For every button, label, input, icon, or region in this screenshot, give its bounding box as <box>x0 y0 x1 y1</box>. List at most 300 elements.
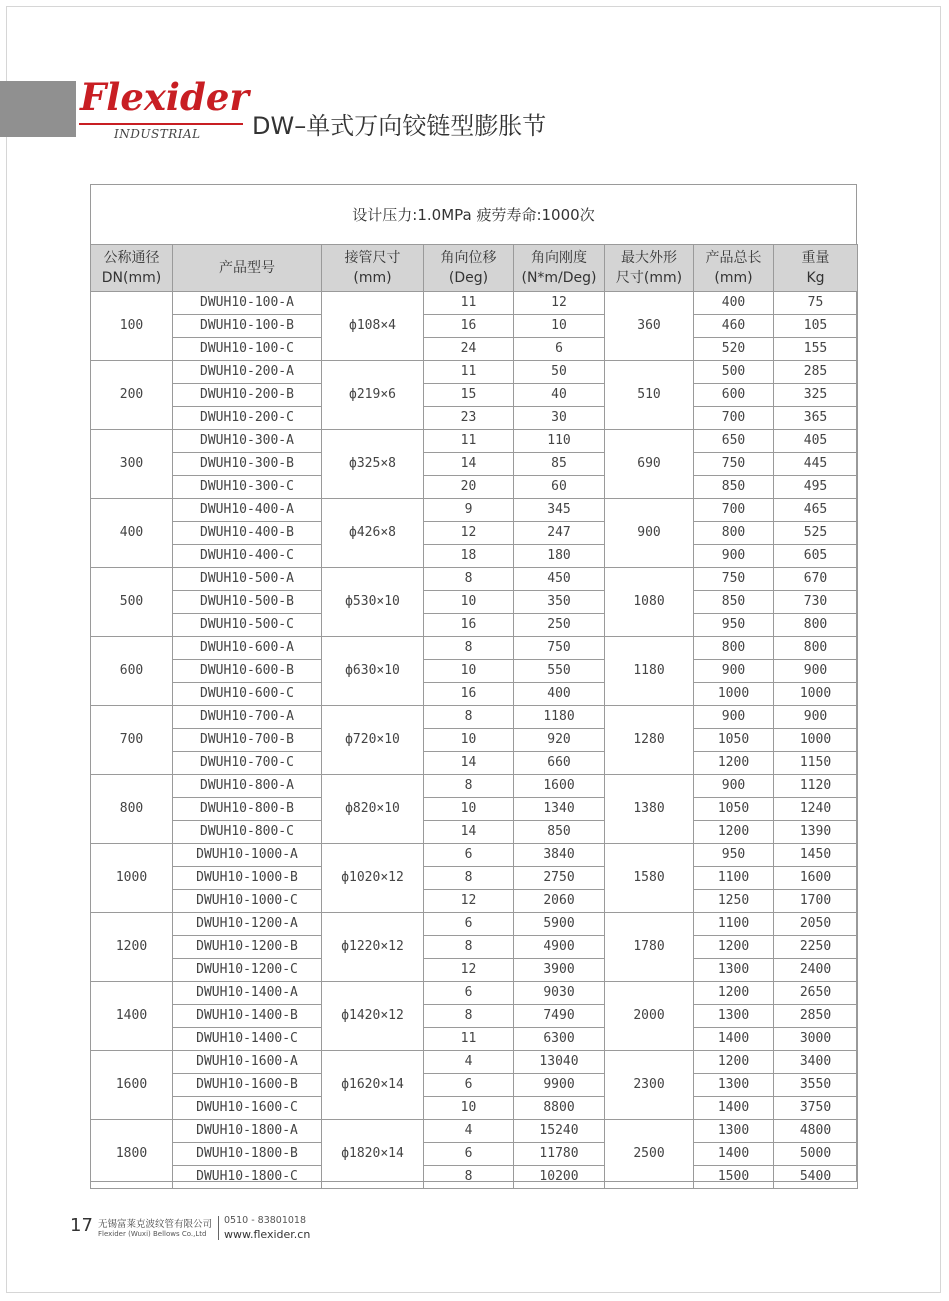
weight-cell: 1390 <box>774 821 858 844</box>
dn-cell: 1400 <box>91 982 173 1051</box>
angular-stiffness-cell: 180 <box>514 545 605 568</box>
overall-length-cell: 1300 <box>694 959 774 982</box>
angular-displacement-cell: 6 <box>424 1143 514 1166</box>
pipe-size-cell: ф1820×14 <box>322 1120 424 1189</box>
angular-displacement-cell: 8 <box>424 775 514 798</box>
table-row <box>91 568 858 591</box>
column-header-unit: 尺寸(mm) <box>615 270 683 286</box>
angular-stiffness-cell: 2060 <box>514 890 605 913</box>
dn-cell: 700 <box>91 706 173 775</box>
angular-stiffness-cell: 7490 <box>514 1005 605 1028</box>
model-cell: DWUH10-1000-A <box>173 844 322 867</box>
weight-cell: 1120 <box>774 775 858 798</box>
angular-displacement-cell: 6 <box>424 844 514 867</box>
column-header-label: 产品型号 <box>219 260 275 276</box>
angular-stiffness-cell: 4900 <box>514 936 605 959</box>
angular-stiffness-cell: 247 <box>514 522 605 545</box>
angular-stiffness-cell: 1180 <box>514 706 605 729</box>
model-cell: DWUH10-400-B <box>173 522 322 545</box>
column-header-label: 角向刚度 <box>531 250 587 266</box>
footer-divider <box>218 1216 219 1240</box>
overall-length-cell: 1050 <box>694 729 774 752</box>
model-cell: DWUH10-700-C <box>173 752 322 775</box>
angular-stiffness-cell: 3900 <box>514 959 605 982</box>
overall-length-cell: 1300 <box>694 1120 774 1143</box>
pipe-size-cell: ф1620×14 <box>322 1051 424 1120</box>
logo-wordmark: Flexider <box>80 75 249 119</box>
model-cell: DWUH10-1600-A <box>173 1051 322 1074</box>
angular-displacement-cell: 14 <box>424 453 514 476</box>
column-header-label: 重量 <box>801 250 830 266</box>
table-row <box>91 453 858 476</box>
overall-length-cell: 1200 <box>694 936 774 959</box>
overall-length-cell: 800 <box>694 637 774 660</box>
angular-stiffness-cell: 12 <box>514 292 605 315</box>
model-cell: DWUH10-1200-C <box>173 959 322 982</box>
dn-cell: 600 <box>91 637 173 706</box>
weight-cell: 445 <box>774 453 858 476</box>
table-row <box>91 936 858 959</box>
max-od-cell: 1380 <box>605 775 694 844</box>
overall-length-cell: 900 <box>694 660 774 683</box>
angular-stiffness-cell: 10200 <box>514 1166 605 1189</box>
table-row <box>91 867 858 890</box>
angular-displacement-cell: 9 <box>424 499 514 522</box>
weight-cell: 495 <box>774 476 858 499</box>
angular-displacement-cell: 11 <box>424 430 514 453</box>
angular-stiffness-cell: 450 <box>514 568 605 591</box>
page-title: DW–单式万向铰链型膨胀节 <box>252 112 547 140</box>
angular-stiffness-cell: 8800 <box>514 1097 605 1120</box>
weight-cell: 155 <box>774 338 858 361</box>
column-header-label: 公称通径 <box>103 250 160 266</box>
table-row <box>91 1097 858 1120</box>
spec-table <box>90 244 858 1189</box>
dn-cell: 100 <box>91 292 173 361</box>
model-cell: DWUH10-1400-C <box>173 1028 322 1051</box>
max-od-cell: 1780 <box>605 913 694 982</box>
angular-stiffness-cell: 85 <box>514 453 605 476</box>
weight-cell: 2850 <box>774 1005 858 1028</box>
table-row <box>91 959 858 982</box>
table-row <box>91 1051 858 1074</box>
angular-displacement-cell: 11 <box>424 361 514 384</box>
angular-displacement-cell: 10 <box>424 1097 514 1120</box>
angular-stiffness-cell: 50 <box>514 361 605 384</box>
overall-length-cell: 650 <box>694 430 774 453</box>
pipe-size-cell: ф820×10 <box>322 775 424 844</box>
pipe-size-cell: ф530×10 <box>322 568 424 637</box>
column-header-unit: (Deg) <box>448 270 489 286</box>
angular-stiffness-cell: 400 <box>514 683 605 706</box>
overall-length-cell: 700 <box>694 499 774 522</box>
table-row <box>91 798 858 821</box>
angular-stiffness-cell: 10 <box>514 315 605 338</box>
weight-cell: 5400 <box>774 1166 858 1189</box>
column-header <box>514 245 605 292</box>
table-row <box>91 338 858 361</box>
weight-cell: 4800 <box>774 1120 858 1143</box>
weight-cell: 730 <box>774 591 858 614</box>
angular-stiffness-cell: 750 <box>514 637 605 660</box>
dn-cell: 800 <box>91 775 173 844</box>
angular-displacement-cell: 20 <box>424 476 514 499</box>
overall-length-cell: 1500 <box>694 1166 774 1189</box>
table-caption: 设计压力:1.0MPa 疲劳寿命:1000次 <box>352 206 595 224</box>
overall-length-cell: 600 <box>694 384 774 407</box>
angular-stiffness-cell: 250 <box>514 614 605 637</box>
overall-length-cell: 1250 <box>694 890 774 913</box>
overall-length-cell: 500 <box>694 361 774 384</box>
company-name-cn: 无锡富莱克波纹管有限公司 <box>98 1219 213 1230</box>
overall-length-cell: 400 <box>694 292 774 315</box>
overall-length-cell: 1050 <box>694 798 774 821</box>
max-od-cell: 2500 <box>605 1120 694 1189</box>
weight-cell: 75 <box>774 292 858 315</box>
angular-stiffness-cell: 11780 <box>514 1143 605 1166</box>
weight-cell: 800 <box>774 614 858 637</box>
weight-cell: 900 <box>774 660 858 683</box>
header-accent-band <box>0 81 80 137</box>
angular-displacement-cell: 12 <box>424 959 514 982</box>
dn-cell: 400 <box>91 499 173 568</box>
overall-length-cell: 750 <box>694 453 774 476</box>
column-header-label: 最大外形 <box>621 250 677 266</box>
overall-length-cell: 1100 <box>694 867 774 890</box>
table-row <box>91 614 858 637</box>
max-od-cell: 900 <box>605 499 694 568</box>
overall-length-cell: 700 <box>694 407 774 430</box>
model-cell: DWUH10-600-B <box>173 660 322 683</box>
weight-cell: 1000 <box>774 729 858 752</box>
overall-length-cell: 1200 <box>694 821 774 844</box>
column-header <box>173 245 322 292</box>
weight-cell: 800 <box>774 637 858 660</box>
table-body <box>91 292 858 1189</box>
angular-displacement-cell: 8 <box>424 568 514 591</box>
max-od-cell: 510 <box>605 361 694 430</box>
overall-length-cell: 950 <box>694 844 774 867</box>
angular-stiffness-cell: 6 <box>514 338 605 361</box>
column-header-label: 角向位移 <box>440 250 497 266</box>
weight-cell: 365 <box>774 407 858 430</box>
weight-cell: 1150 <box>774 752 858 775</box>
column-header <box>91 245 173 292</box>
table-row <box>91 890 858 913</box>
model-cell: DWUH10-1000-B <box>173 867 322 890</box>
angular-displacement-cell: 10 <box>424 591 514 614</box>
dn-cell: 200 <box>91 361 173 430</box>
table-row <box>91 476 858 499</box>
angular-stiffness-cell: 6300 <box>514 1028 605 1051</box>
spec-table-frame <box>90 184 857 1182</box>
model-cell: DWUH10-300-C <box>173 476 322 499</box>
dn-cell: 1800 <box>91 1120 173 1189</box>
column-header <box>322 245 424 292</box>
overall-length-cell: 800 <box>694 522 774 545</box>
phone-number: 0510 - 83801018 <box>224 1215 306 1226</box>
angular-displacement-cell: 4 <box>424 1120 514 1143</box>
overall-length-cell: 460 <box>694 315 774 338</box>
max-od-cell: 690 <box>605 430 694 499</box>
model-cell: DWUH10-600-C <box>173 683 322 706</box>
angular-stiffness-cell: 5900 <box>514 913 605 936</box>
weight-cell: 2050 <box>774 913 858 936</box>
weight-cell: 405 <box>774 430 858 453</box>
column-header-unit: DN(mm) <box>101 270 162 286</box>
angular-displacement-cell: 16 <box>424 683 514 706</box>
angular-displacement-cell: 18 <box>424 545 514 568</box>
model-cell: DWUH10-500-B <box>173 591 322 614</box>
model-cell: DWUH10-1800-C <box>173 1166 322 1189</box>
table-row <box>91 683 858 706</box>
weight-cell: 2650 <box>774 982 858 1005</box>
weight-cell: 105 <box>774 315 858 338</box>
weight-cell: 605 <box>774 545 858 568</box>
angular-stiffness-cell: 13040 <box>514 1051 605 1074</box>
pipe-size-cell: ф426×8 <box>322 499 424 568</box>
angular-displacement-cell: 4 <box>424 1051 514 1074</box>
model-cell: DWUH10-1400-B <box>173 1005 322 1028</box>
model-cell: DWUH10-500-C <box>173 614 322 637</box>
angular-displacement-cell: 11 <box>424 292 514 315</box>
weight-cell: 1240 <box>774 798 858 821</box>
max-od-cell: 1080 <box>605 568 694 637</box>
table-row <box>91 430 858 453</box>
table-row <box>91 1005 858 1028</box>
table-header-row <box>91 245 858 292</box>
weight-cell: 3750 <box>774 1097 858 1120</box>
model-cell: DWUH10-800-B <box>173 798 322 821</box>
table-row <box>91 637 858 660</box>
overall-length-cell: 520 <box>694 338 774 361</box>
pipe-size-cell: ф108×4 <box>322 292 424 361</box>
angular-displacement-cell: 23 <box>424 407 514 430</box>
table-row <box>91 1166 858 1189</box>
weight-cell: 1700 <box>774 890 858 913</box>
weight-cell: 3000 <box>774 1028 858 1051</box>
table-row <box>91 982 858 1005</box>
angular-stiffness-cell: 3840 <box>514 844 605 867</box>
table-row <box>91 775 858 798</box>
dn-cell: 500 <box>91 568 173 637</box>
overall-length-cell: 1200 <box>694 1051 774 1074</box>
model-cell: DWUH10-600-A <box>173 637 322 660</box>
angular-displacement-cell: 8 <box>424 637 514 660</box>
table-row <box>91 1074 858 1097</box>
angular-stiffness-cell: 60 <box>514 476 605 499</box>
angular-stiffness-cell: 1340 <box>514 798 605 821</box>
brand-logo <box>76 72 248 147</box>
angular-displacement-cell: 8 <box>424 1166 514 1189</box>
overall-length-cell: 1400 <box>694 1028 774 1051</box>
table-row <box>91 844 858 867</box>
dn-cell: 1000 <box>91 844 173 913</box>
column-header <box>774 245 858 292</box>
pipe-size-cell: ф219×6 <box>322 361 424 430</box>
table-row <box>91 315 858 338</box>
angular-displacement-cell: 10 <box>424 729 514 752</box>
angular-stiffness-cell: 40 <box>514 384 605 407</box>
column-header-label: 接管尺寸 <box>344 250 401 266</box>
model-cell: DWUH10-100-C <box>173 338 322 361</box>
weight-cell: 285 <box>774 361 858 384</box>
model-cell: DWUH10-1200-B <box>173 936 322 959</box>
angular-displacement-cell: 6 <box>424 1074 514 1097</box>
pipe-size-cell: ф1220×12 <box>322 913 424 982</box>
column-header-unit: Kg <box>806 270 825 286</box>
pipe-size-cell: ф325×8 <box>322 430 424 499</box>
angular-displacement-cell: 14 <box>424 821 514 844</box>
dn-cell: 1600 <box>91 1051 173 1120</box>
angular-displacement-cell: 24 <box>424 338 514 361</box>
angular-stiffness-cell: 9900 <box>514 1074 605 1097</box>
overall-length-cell: 1000 <box>694 683 774 706</box>
model-cell: DWUH10-1200-A <box>173 913 322 936</box>
model-cell: DWUH10-700-A <box>173 706 322 729</box>
model-cell: DWUH10-300-B <box>173 453 322 476</box>
angular-displacement-cell: 8 <box>424 867 514 890</box>
model-cell: DWUH10-1800-A <box>173 1120 322 1143</box>
angular-displacement-cell: 12 <box>424 890 514 913</box>
angular-stiffness-cell: 660 <box>514 752 605 775</box>
max-od-cell: 2000 <box>605 982 694 1051</box>
weight-cell: 525 <box>774 522 858 545</box>
weight-cell: 900 <box>774 706 858 729</box>
angular-displacement-cell: 11 <box>424 1028 514 1051</box>
overall-length-cell: 950 <box>694 614 774 637</box>
overall-length-cell: 1400 <box>694 1097 774 1120</box>
logo-subtext: INDUSTRIAL <box>114 127 201 141</box>
model-cell: DWUH10-300-A <box>173 430 322 453</box>
model-cell: DWUH10-200-C <box>173 407 322 430</box>
weight-cell: 2250 <box>774 936 858 959</box>
weight-cell: 3400 <box>774 1051 858 1074</box>
angular-displacement-cell: 14 <box>424 752 514 775</box>
angular-stiffness-cell: 2750 <box>514 867 605 890</box>
angular-displacement-cell: 15 <box>424 384 514 407</box>
angular-displacement-cell: 10 <box>424 660 514 683</box>
column-header-unit: (mm) <box>714 270 753 286</box>
column-header-unit: (mm) <box>353 270 392 286</box>
model-cell: DWUH10-1600-C <box>173 1097 322 1120</box>
column-header <box>605 245 694 292</box>
table-row <box>91 361 858 384</box>
column-header <box>424 245 514 292</box>
model-cell: DWUH10-1400-A <box>173 982 322 1005</box>
model-cell: DWUH10-500-A <box>173 568 322 591</box>
column-header-unit: (N*m/Deg) <box>521 270 597 286</box>
table-row <box>91 729 858 752</box>
dn-cell: 1200 <box>91 913 173 982</box>
angular-displacement-cell: 16 <box>424 614 514 637</box>
model-cell: DWUH10-400-C <box>173 545 322 568</box>
pipe-size-cell: ф1020×12 <box>322 844 424 913</box>
table-row <box>91 545 858 568</box>
column-header-label: 产品总长 <box>705 250 762 266</box>
logo-underline <box>79 123 243 125</box>
weight-cell: 5000 <box>774 1143 858 1166</box>
table-row <box>91 660 858 683</box>
page-number: 17 <box>70 1215 93 1236</box>
angular-stiffness-cell: 345 <box>514 499 605 522</box>
table-row <box>91 1028 858 1051</box>
angular-displacement-cell: 6 <box>424 982 514 1005</box>
dn-cell: 300 <box>91 430 173 499</box>
table-row <box>91 1120 858 1143</box>
angular-displacement-cell: 16 <box>424 315 514 338</box>
overall-length-cell: 900 <box>694 545 774 568</box>
max-od-cell: 2300 <box>605 1051 694 1120</box>
weight-cell: 465 <box>774 499 858 522</box>
model-cell: DWUH10-400-A <box>173 499 322 522</box>
angular-stiffness-cell: 550 <box>514 660 605 683</box>
overall-length-cell: 1100 <box>694 913 774 936</box>
model-cell: DWUH10-200-A <box>173 361 322 384</box>
weight-cell: 1450 <box>774 844 858 867</box>
angular-stiffness-cell: 920 <box>514 729 605 752</box>
overall-length-cell: 1300 <box>694 1074 774 1097</box>
table-row <box>91 913 858 936</box>
table-row <box>91 821 858 844</box>
weight-cell: 325 <box>774 384 858 407</box>
model-cell: DWUH10-700-B <box>173 729 322 752</box>
angular-stiffness-cell: 15240 <box>514 1120 605 1143</box>
pipe-size-cell: ф720×10 <box>322 706 424 775</box>
model-cell: DWUH10-1600-B <box>173 1074 322 1097</box>
model-cell: DWUH10-100-A <box>173 292 322 315</box>
max-od-cell: 360 <box>605 292 694 361</box>
angular-displacement-cell: 8 <box>424 1005 514 1028</box>
company-name-en: Flexider (Wuxi) Bellows Co.,Ltd <box>98 1230 207 1238</box>
weight-cell: 2400 <box>774 959 858 982</box>
model-cell: DWUH10-800-A <box>173 775 322 798</box>
overall-length-cell: 1200 <box>694 752 774 775</box>
table-row <box>91 522 858 545</box>
table-row <box>91 499 858 522</box>
angular-stiffness-cell: 850 <box>514 821 605 844</box>
angular-stiffness-cell: 30 <box>514 407 605 430</box>
model-cell: DWUH10-200-B <box>173 384 322 407</box>
table-row <box>91 384 858 407</box>
overall-length-cell: 1300 <box>694 1005 774 1028</box>
weight-cell: 1000 <box>774 683 858 706</box>
pipe-size-cell: ф630×10 <box>322 637 424 706</box>
overall-length-cell: 1200 <box>694 982 774 1005</box>
model-cell: DWUH10-1000-C <box>173 890 322 913</box>
model-cell: DWUH10-100-B <box>173 315 322 338</box>
table-row <box>91 292 858 315</box>
table-row <box>91 752 858 775</box>
model-cell: DWUH10-1800-B <box>173 1143 322 1166</box>
pipe-size-cell: ф1420×12 <box>322 982 424 1051</box>
website-url: www.flexider.cn <box>224 1228 311 1241</box>
angular-stiffness-cell: 9030 <box>514 982 605 1005</box>
angular-displacement-cell: 12 <box>424 522 514 545</box>
table-row <box>91 407 858 430</box>
angular-displacement-cell: 10 <box>424 798 514 821</box>
overall-length-cell: 850 <box>694 591 774 614</box>
weight-cell: 3550 <box>774 1074 858 1097</box>
model-cell: DWUH10-800-C <box>173 821 322 844</box>
angular-displacement-cell: 6 <box>424 913 514 936</box>
angular-stiffness-cell: 350 <box>514 591 605 614</box>
overall-length-cell: 750 <box>694 568 774 591</box>
overall-length-cell: 900 <box>694 775 774 798</box>
table-row <box>91 706 858 729</box>
max-od-cell: 1580 <box>605 844 694 913</box>
weight-cell: 1600 <box>774 867 858 890</box>
